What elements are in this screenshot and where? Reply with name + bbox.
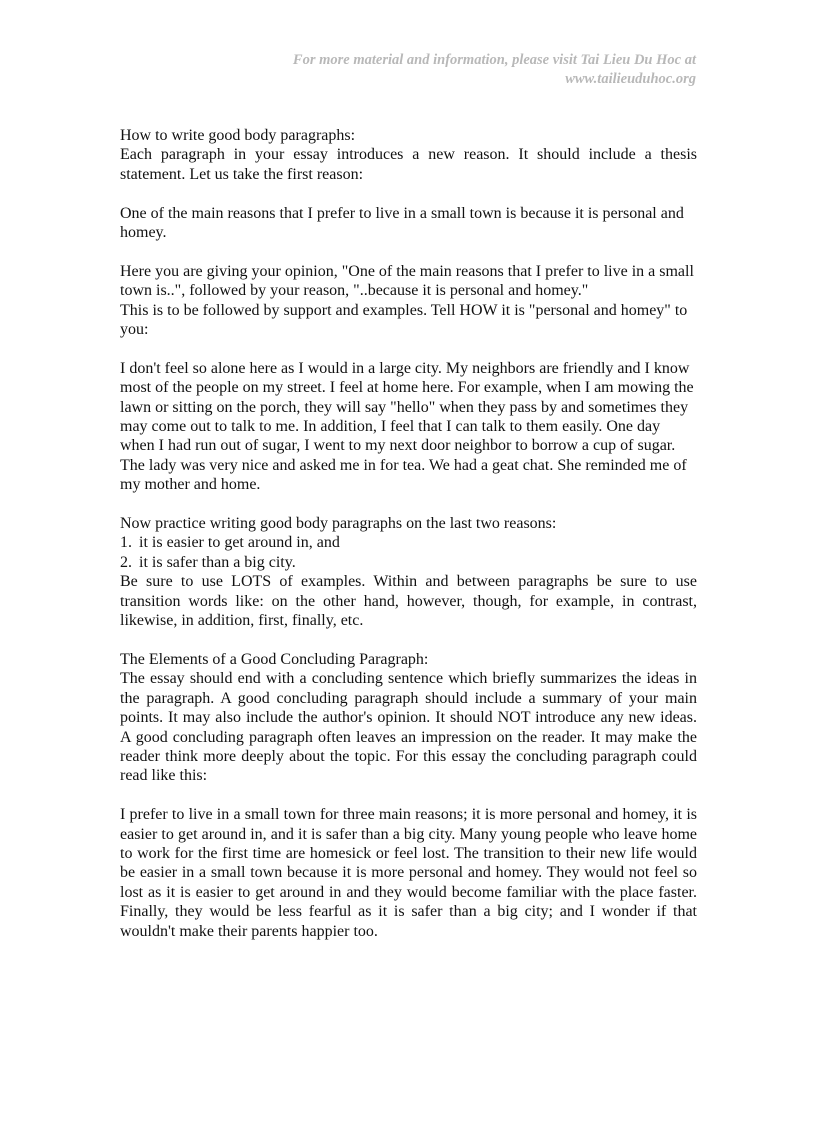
- list-text: it is easier to get around in, and: [139, 534, 340, 552]
- example-conclusion: I prefer to live in a small town for three main reasons; it is more personal and homey, it is easier to get around in, and it is safer than a big city. Many young people who leave home to work for the first time are homesick or feel lost. The transition to their new life would be easier in a small town because it is more personal and homey. They would not feel so lost as it is easier to get around in and they would become familiar with the place faster. Finally, they would be less fearful as it is safer than a big city; and I wonder if that wouldn't make their parents happier too.: [120, 806, 697, 940]
- header-url: www.tailieuduhoc.org: [565, 71, 696, 87]
- page-header: [216, 51, 696, 89]
- body-paragraphs-heading: How to write good body paragraphs:: [120, 127, 356, 144]
- list-number: 2.: [120, 553, 132, 571]
- concluding-heading: The Elements of a Good Concluding Paragraph:: [120, 650, 429, 668]
- list-number: 1.: [120, 534, 132, 552]
- header-line-1: For more material and information, please visit Tai Lieu Du Hoc at: [292, 52, 696, 68]
- reason-list-item: [120, 553, 697, 572]
- example-body-paragraph: I don't feel so alone here as I would in a large city. My neighbors are friendly and I know most of the people on my street. I feel at home here. For example, when I am mowing the lawn or sitting on the porch, they will say "hello" when they pass by and sometimes they may come out to talk to me. In addition, I feel that I can talk to them easily. One day when I had run out of sugar, I went to my next door neighbor to borrow a cup of sugar. The lady was very nice and asked me in for tea. We had a geat chat. She reminded me of my mother and home.: [120, 359, 694, 494]
- body-paragraphs-intro: Each paragraph in your essay introduces a new reason. It should include a thesis statement. Let us take the first reason:: [120, 146, 697, 183]
- concluding-description: The essay should end with a concluding sentence which briefly summarizes the ideas in the paragraph. A good concluding paragraph should include a summary of your main points. It may also include the author's opinion. It should NOT introduce any new ideas. A good concluding paragraph often leaves an impression on the reader. It may make the reader think more deeply about the topic. For this essay the concluding paragraph could read like this:: [120, 670, 697, 785]
- document-body: [120, 126, 697, 941]
- example-thesis: One of the main reasons that I prefer to live in a small town is because it is personal and homey.: [120, 204, 684, 242]
- support-instruction: This is to be followed by support and examples. Tell HOW it is "personal and homey" to you:: [120, 301, 688, 339]
- practice-instruction: Now practice writing good body paragraphs on the last two reasons:: [120, 515, 557, 533]
- transition-advice: Be sure to use LOTS of examples. Within and between paragraphs be sure to use transition words like: on the other hand, however, though, for example, in contrast, likewise, in addition, first, finally, etc.: [120, 573, 697, 630]
- list-text: it is safer than a big city.: [139, 553, 296, 571]
- thesis-explanation: Here you are giving your opinion, "One of the main reasons that I prefer to live in a small town is..", followed by your reason, "..because it is personal and homey.": [120, 262, 694, 300]
- reason-list-item: [120, 533, 697, 552]
